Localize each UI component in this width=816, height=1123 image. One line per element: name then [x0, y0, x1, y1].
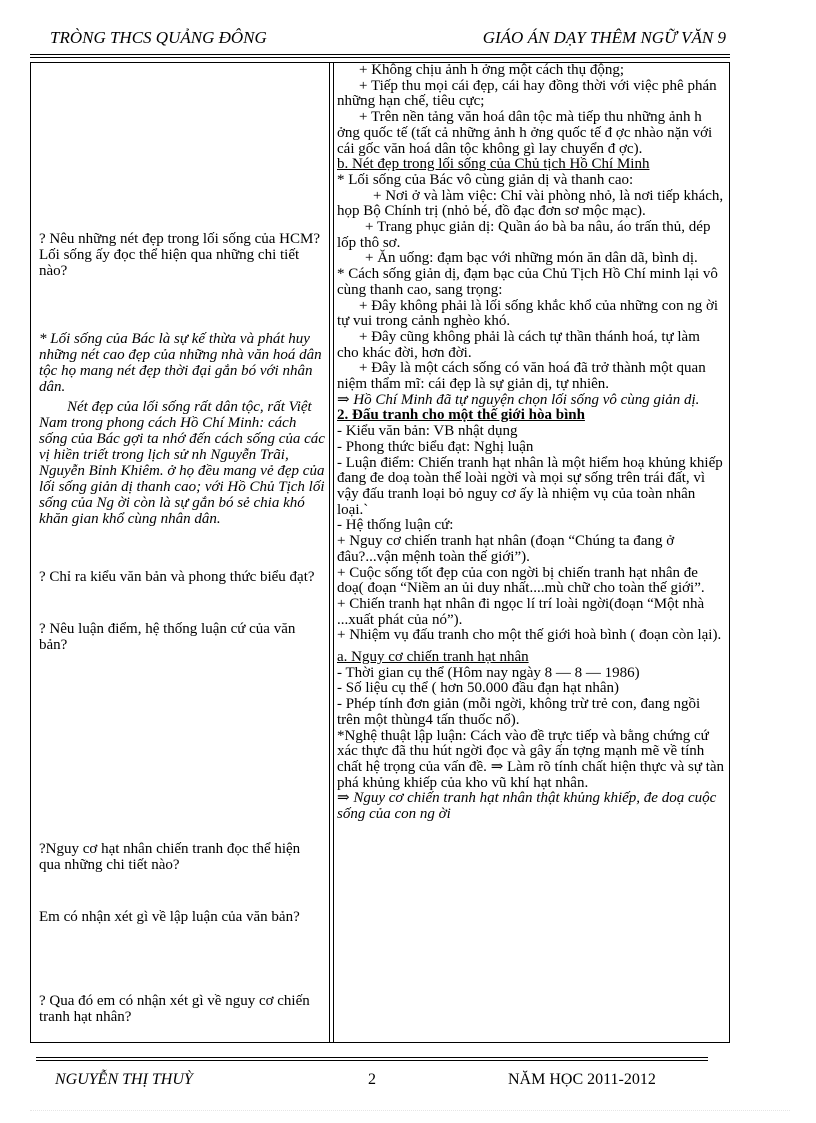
- line: - Phép tính đơn giản (mỗi ngời, không trừ trẻ con, đang ngồi trên một thùng4 tấn thuốc nổ).: [337, 696, 701, 728]
- line: + Nhiệm vụ đấu tranh cho một thế giới hoà bình ( đoạn còn lại).: [337, 627, 722, 644]
- line: + Trang phục giản dị: Quần áo bà ba nâu, áo trấn thủ, dép lốp thô sơ.: [337, 219, 711, 251]
- header-rule-1: [30, 54, 730, 55]
- question-arguments: ? Nêu luận điểm, hệ thống luận cứ của văn bản?: [39, 621, 296, 653]
- line: * Lối sống của Bác vô cùng giản dị và thanh cao:: [337, 171, 634, 188]
- line: - Hệ thống luận cứ:: [337, 517, 454, 534]
- line: - Kiểu văn bản: VB nhật dụng: [337, 423, 518, 440]
- page-number: 2: [368, 1071, 376, 1088]
- reasoning-text-2: Làm rõ tính chất hiện thực và sự tàn phá khủng khiếp của kho vũ khí hạt nhân.: [337, 758, 725, 791]
- note-inheritance: * Lối sống của Bác là sự kế thừa và phát huy những nét cao đẹp của những nhà văn hoá dân tộc họ mang nét đẹp thời đại gắn bó với nhân dân.: [39, 331, 322, 395]
- line: + Cuộc sống tốt đẹp của con ngời bị chiến tranh hạt nhân đe doạ( đoạn “Niềm an ủi duy nhất....mù chữ cho toàn thế giới”.: [337, 564, 705, 597]
- footer-rule-1: [36, 1057, 708, 1058]
- page-footer: [0, 1071, 816, 1093]
- page-header: [0, 28, 816, 52]
- line: + Đây là một cách sống có văn hoá đã trở thành một quan niệm thẩm mĩ: cái đẹp là sự giản dị, tự nhiên.: [337, 360, 706, 393]
- line: + Ăn uống: đạm bạc với những món ăn dân dã, bình dị.: [365, 250, 698, 267]
- line: + Trên nền tảng văn hoá dân tộc mà tiếp thu những ảnh h ởng quốc tế (tất cả những ảnh h ởng quốc tế đ ợc nhào nặn với cái gốc văn hoá dân tộc không gì lay chuyển đ ợc).: [337, 109, 713, 157]
- content-column: [337, 63, 725, 823]
- question-nuclear-danger: ? Qua đó em có nhận xét gì về nguy cơ chiến tranh hạt nhân?: [39, 993, 310, 1025]
- question-lifestyle: ? Nêu những nét đẹp trong lối sống của HCM?Lối sống ấy đọc thể hiện qua những chi tiết nào?: [39, 231, 320, 279]
- line: + Nơi ở và làm việc: Chỉ vài phòng nhỏ, là nơi tiếp khách, họp Bộ Chính trị (nhỏ bé, đồ đạc đơn sơ mộc mạc).: [337, 187, 724, 220]
- column-divider-2: [333, 63, 334, 1042]
- arrow-icon: ⇒: [337, 790, 350, 807]
- section-heading-a: a. Nguy cơ chiến tranh hạt nhân: [337, 649, 529, 666]
- line: + Đây cũng không phải là cách tự thần thánh hoá, tự làm cho khác đời, hơn đời.: [337, 328, 700, 361]
- question-nuclear-details: ?Nguy cơ hạt nhân chiến tranh đọc thể hiện qua những chi tiết nào?: [39, 841, 301, 873]
- line: - Luận điểm: Chiến tranh hạt nhân là một hiểm hoạ khủng khiếp đang đe doạ toàn thể loài ngời và mọi sự sống trên trái đất, vì vậy đấu tranh loại bỏ nguy cơ ấy là nhiệm vụ của toàn nhân loại.`: [337, 454, 723, 518]
- line: + Chiến tranh hạt nhân đi ngọc lí trí loài ngời(đoạn “Một nhà ...xuất phát của nó”).: [337, 595, 705, 628]
- conclusion-text: Hồ Chí Minh đã tự nguyện chọn lối sống vô cùng giản dị.: [353, 391, 700, 408]
- line: * Cách sống giản dị, đạm bạc của Chủ Tịch Hồ Chí minh lại vô cùng thanh cao, sang trọng:: [337, 266, 718, 298]
- line: + Nguy cơ chiến tranh hạt nhân (đoạn “Chúng ta đang ở đâu?...vận mệnh toàn thế giới”).: [337, 533, 675, 565]
- line: + Không chịu ảnh h ởng một cách thụ động;: [359, 62, 625, 78]
- reasoning-line: [337, 729, 725, 792]
- question-text-type: ? Chỉ ra kiểu văn bản và phong thức biểu đạt?: [39, 569, 315, 585]
- footer-rule-2: [36, 1060, 708, 1061]
- lesson-table: [30, 62, 730, 1043]
- section-heading-2: 2. Đấu tranh cho một thế giới hòa bình: [337, 407, 585, 424]
- line: - Số liệu cụ thể ( hơn 50.000 đầu đạn hạt nhân): [337, 680, 620, 697]
- line: + Đây không phải là lối sống khắc khổ của những con ng ời tự vui trong cảnh nghèo khó.: [337, 297, 719, 330]
- conclusion-line: [337, 393, 725, 409]
- section-heading-b: b. Nét đẹp trong lối sống của Chủ tịch Hồ Chí Minh: [337, 156, 650, 173]
- line: - Phong thức biểu đạt: Nghị luận: [337, 438, 534, 455]
- note-beauty: Nét đẹp của lối sống rất dân tộc, rất Việt Nam trong phong cách Hồ Chí Minh: cách sống của Bác gợi ta nhớ đến cách sống của các vị hiền triết trong lịch sử nh Nguyễn Trãi, Nguyễn Bỉnh Khiêm. ở họ đều mang vẻ đẹp của lối sống giản dị thanh cao; với Hồ Chủ Tịch lối sống của Ng ời còn là sự gắn bó sẻ chia khó khăn gian khổ cùng nhân dân.: [39, 399, 325, 527]
- reasoning-text: *Nghệ thuật lập luận: Cách vào đề trực tiếp và bằng chứng cứ xác thực đã thu hút ngời đọc và gây ấn tợng mạnh mẽ về tính chất hệ trọng của vấn đề.: [337, 727, 709, 775]
- line: - Thời gian cụ thể (Hôm nay ngày 8 — 8 — 1986): [337, 664, 640, 681]
- document-title: GIÁO ÁN DẠY THÊM NGỮ VĂN 9: [482, 28, 726, 47]
- arrow-icon: ⇒: [490, 758, 504, 775]
- final-conclusion-text: Nguy cơ chiến tranh hạt nhân thật khủng khiếp, đe doạ cuộc sống của con ng ời: [337, 790, 717, 823]
- arrow-icon: ⇒: [337, 391, 350, 408]
- author-name: NGUYỄN THỊ THUỲ: [55, 1071, 193, 1088]
- school-year: NĂM HỌC 2011-2012: [508, 1071, 656, 1088]
- bottom-dotted-line: [30, 1110, 790, 1111]
- column-divider: [329, 63, 330, 1042]
- line: + Tiếp thu mọi cái đẹp, cái hay đồng thời với việc phê phán những hạn chế, tiêu cực;: [337, 77, 717, 110]
- question-reasoning: Em có nhận xét gì về lập luận của văn bản?: [39, 909, 300, 925]
- final-conclusion: [337, 791, 725, 822]
- header-rule-2: [30, 57, 730, 58]
- school-name: TRÒNG THCS QUẢNG ĐÔNG: [50, 28, 267, 47]
